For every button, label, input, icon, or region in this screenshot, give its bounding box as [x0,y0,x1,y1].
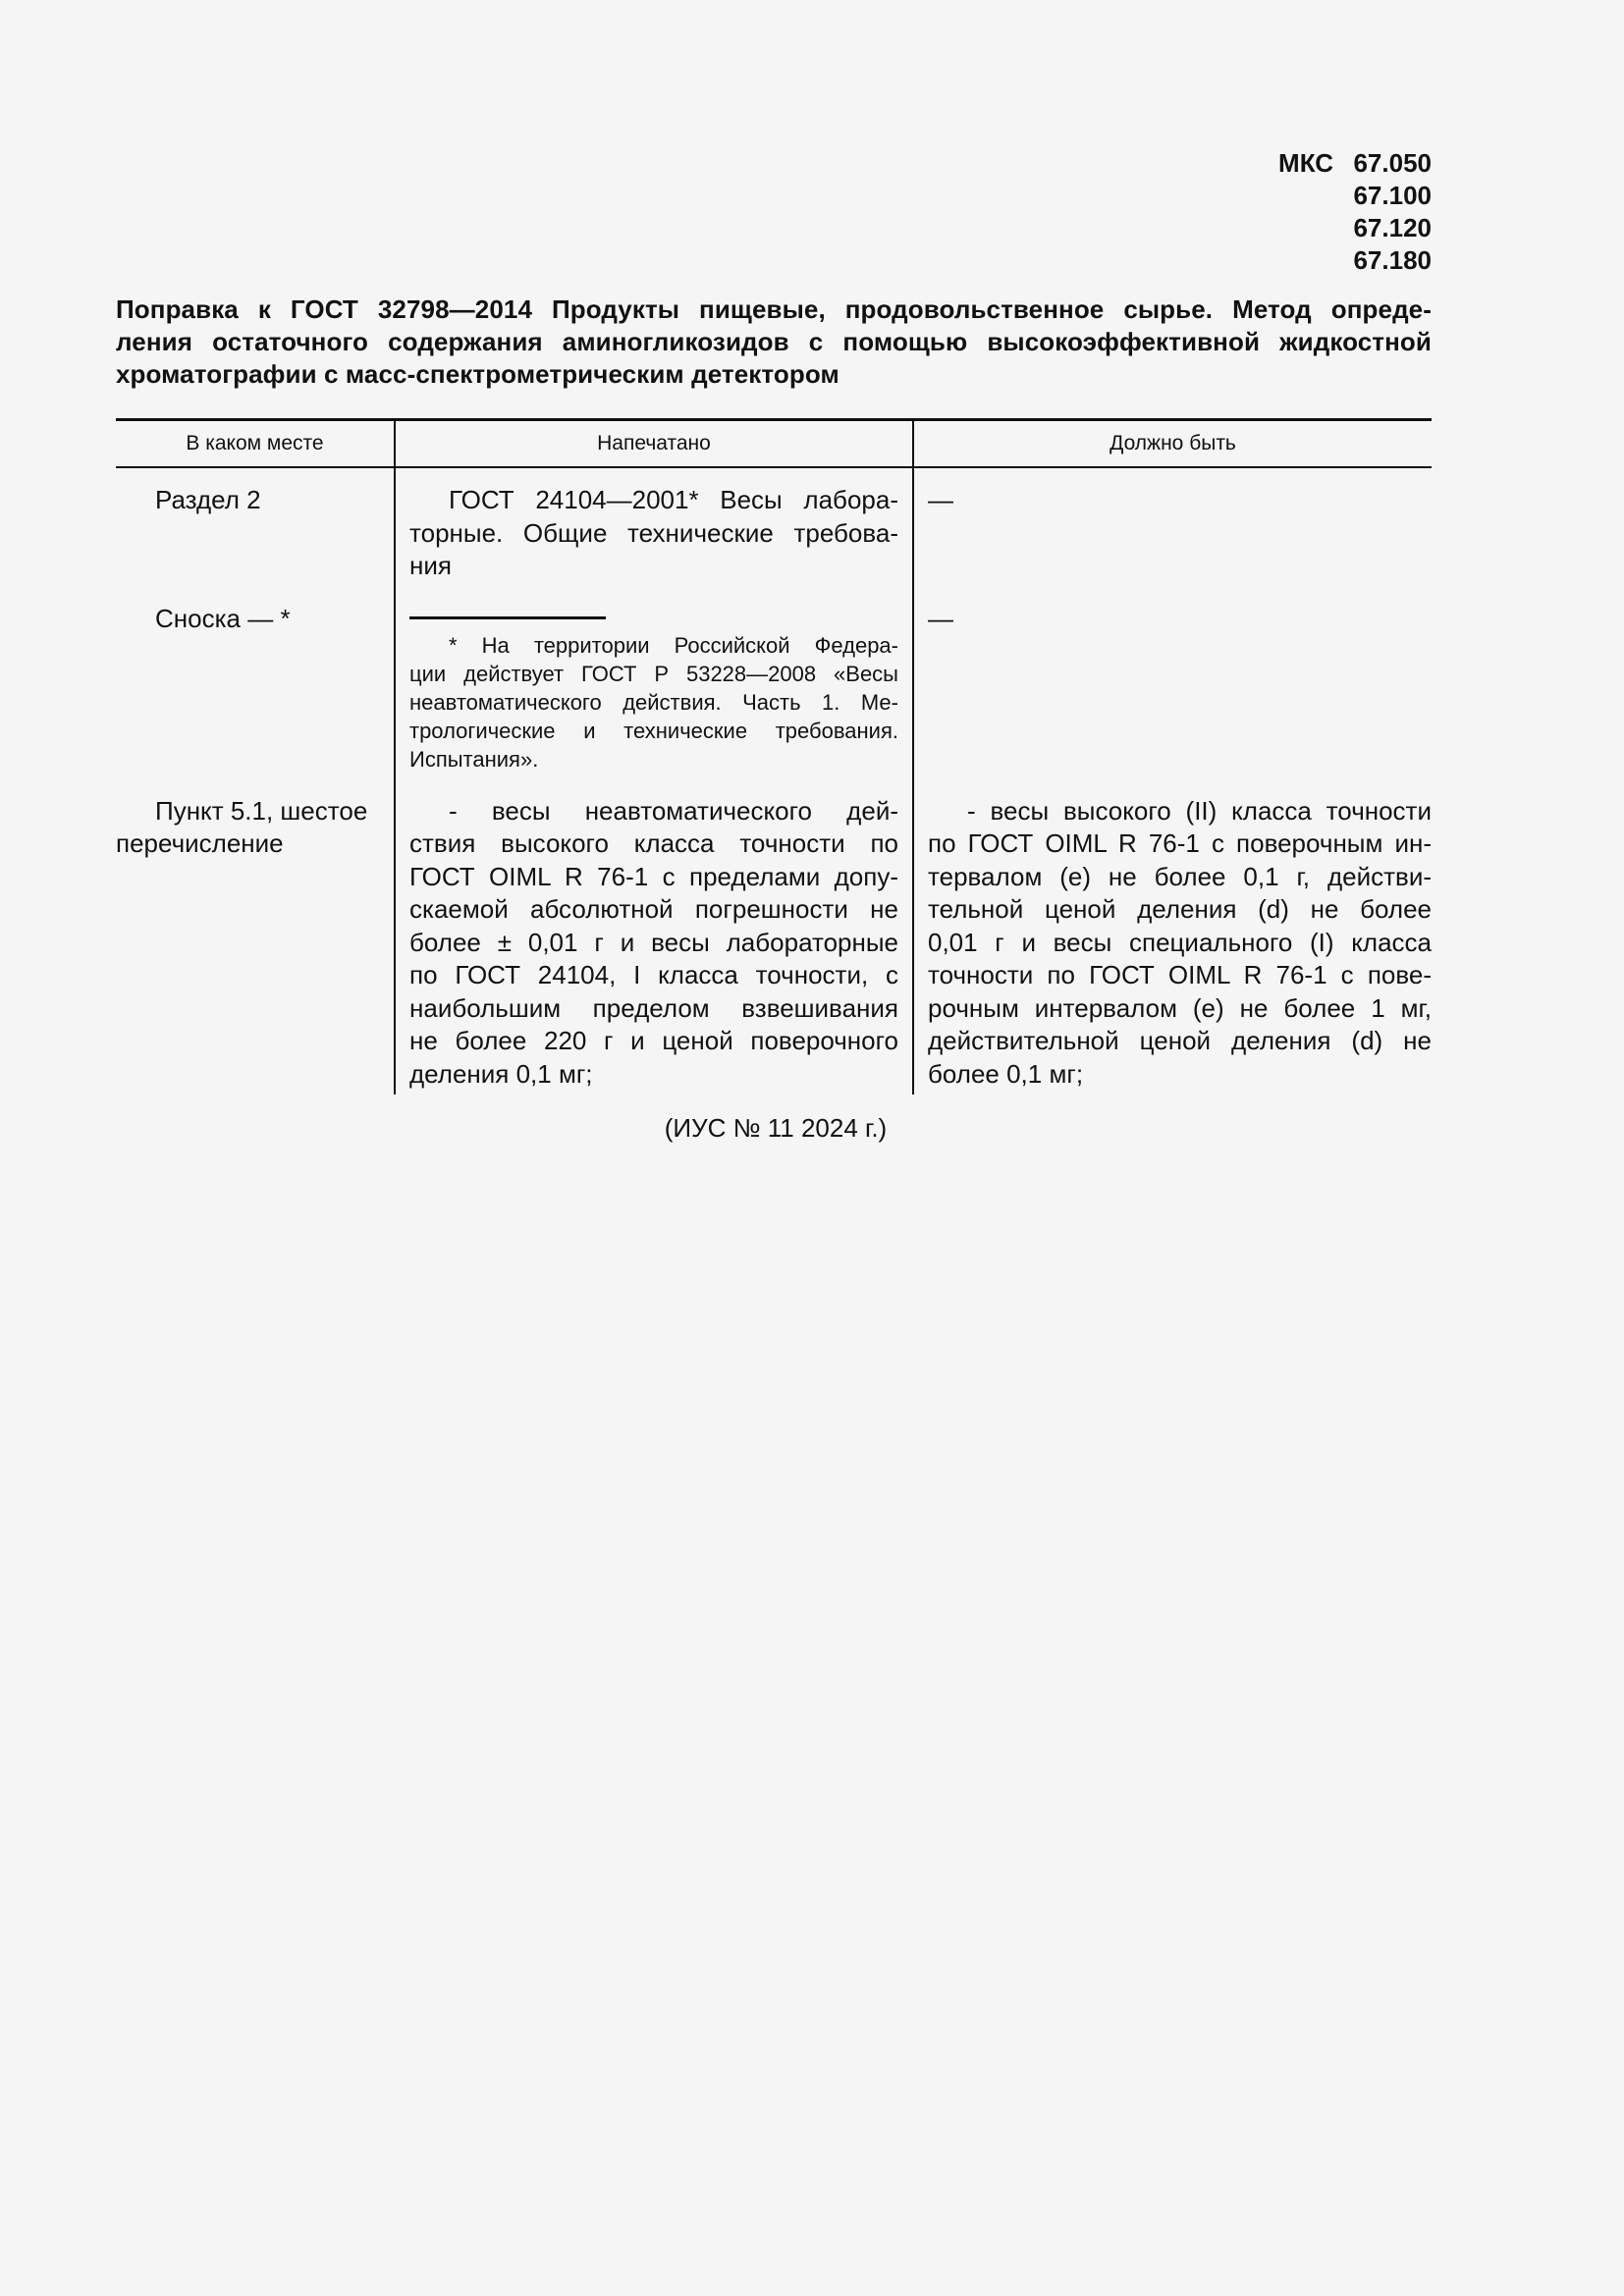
should-be-line: точности по ГОСТ OIML R 76-1 с пове- [928,960,1432,989]
mks-code: 67.120 [1353,213,1432,242]
printed-line: по ГОСТ 24104, I класса точности, с [409,960,898,989]
should-be-line: рочным интервалом (e) не более 1 мг, [928,992,1432,1023]
printed-line: деления 0,1 мг; [409,1058,593,1089]
title-line: ления остаточного содержания аминогликозидов с помощью высокоэффективной жидкостной [116,327,1432,356]
should-be-line: 0,01 г и весы специального (I) класса [928,927,1432,957]
footnote-line: трологические и технические требования. [409,718,898,743]
footnote-line: * На территории Российской Федера- [449,632,898,658]
should-be-line: действительной ценой деления (d) не [928,1026,1432,1055]
mks-code: 67.050 [1353,148,1432,178]
should-be-line: более 0,1 мг; [928,1058,1084,1089]
table-header-row [116,420,1432,468]
footnote-text [409,631,898,774]
table-row [116,583,1432,774]
mks-codes [1178,147,1432,277]
mks-code: 67.100 [1353,181,1432,210]
printed-line: торные. Общие технические требова- [409,517,898,548]
cell-place: Сноска — * [155,603,291,633]
cell-should-be: — [913,583,1432,774]
amendment-table [116,418,1432,1095]
printed-line: наибольшим пределом взвешивания [409,992,898,1023]
mks-row [1178,244,1432,277]
should-be-line: тельной ценой деления (d) не более [928,894,1432,924]
cell-should-be [913,774,1432,1095]
header-place: В каком месте [116,420,395,468]
table-row [116,467,1432,583]
cell-printed [395,583,913,774]
footnote-line: Испытания». [409,746,539,772]
printed-line: более ± 0,01 г и весы лабораторные [409,927,898,957]
header-printed: Напечатано [395,420,913,468]
printed-line: ГОСТ OIML R 76-1 с пределами допу- [409,861,898,891]
mks-code: 67.180 [1353,245,1432,275]
place-line: Пункт 5.1, шестое [155,795,368,826]
cell-should-be: — [913,467,1432,583]
header-should-be: Должно быть [913,420,1432,468]
title-line: хроматографии с масс-спектрометрическим детектором [116,359,839,389]
printed-line: ГОСТ 24104—2001* Весы лабора- [449,485,898,514]
footnote-line: ции действует ГОСТ Р 53228—2008 «Весы [409,661,898,686]
cell-place [116,774,395,1095]
ius-reference: (ИУС № 11 2024 г.) [664,1113,888,1143]
should-be-line: - весы высокого (II) класса точности [967,795,1432,826]
footnote-line: неавтоматического действия. Часть 1. Ме- [409,689,898,715]
mks-row [1178,180,1432,212]
mks-label: МКС [1278,148,1333,178]
should-be-line: по ГОСТ OIML R 76-1 с поверочным ин- [928,828,1432,858]
document-title [116,294,1432,391]
printed-line: не более 220 г и ценой поверочного [409,1026,898,1055]
place-line: перечисление [116,828,284,858]
printed-line: ствия высокого класса точности по [409,828,898,858]
cell-place: Раздел 2 [155,485,261,514]
printed-line: ния [409,551,452,580]
cell-printed [395,774,913,1095]
table-row [116,774,1432,1095]
printed-line: скаемой абсолютной погрешности не [409,894,898,924]
mks-row [1178,147,1432,180]
should-be-line: тервалом (e) не более 0,1 г, действи- [928,861,1432,891]
mks-row [1178,212,1432,244]
title-line: Поправка к ГОСТ 32798—2014 Продукты пищевые, продовольственное сырье. Метод опреде- [116,294,1432,324]
printed-line: - весы неавтоматического дей- [449,795,898,826]
footnote-rule [409,616,606,619]
cell-printed [395,467,913,583]
